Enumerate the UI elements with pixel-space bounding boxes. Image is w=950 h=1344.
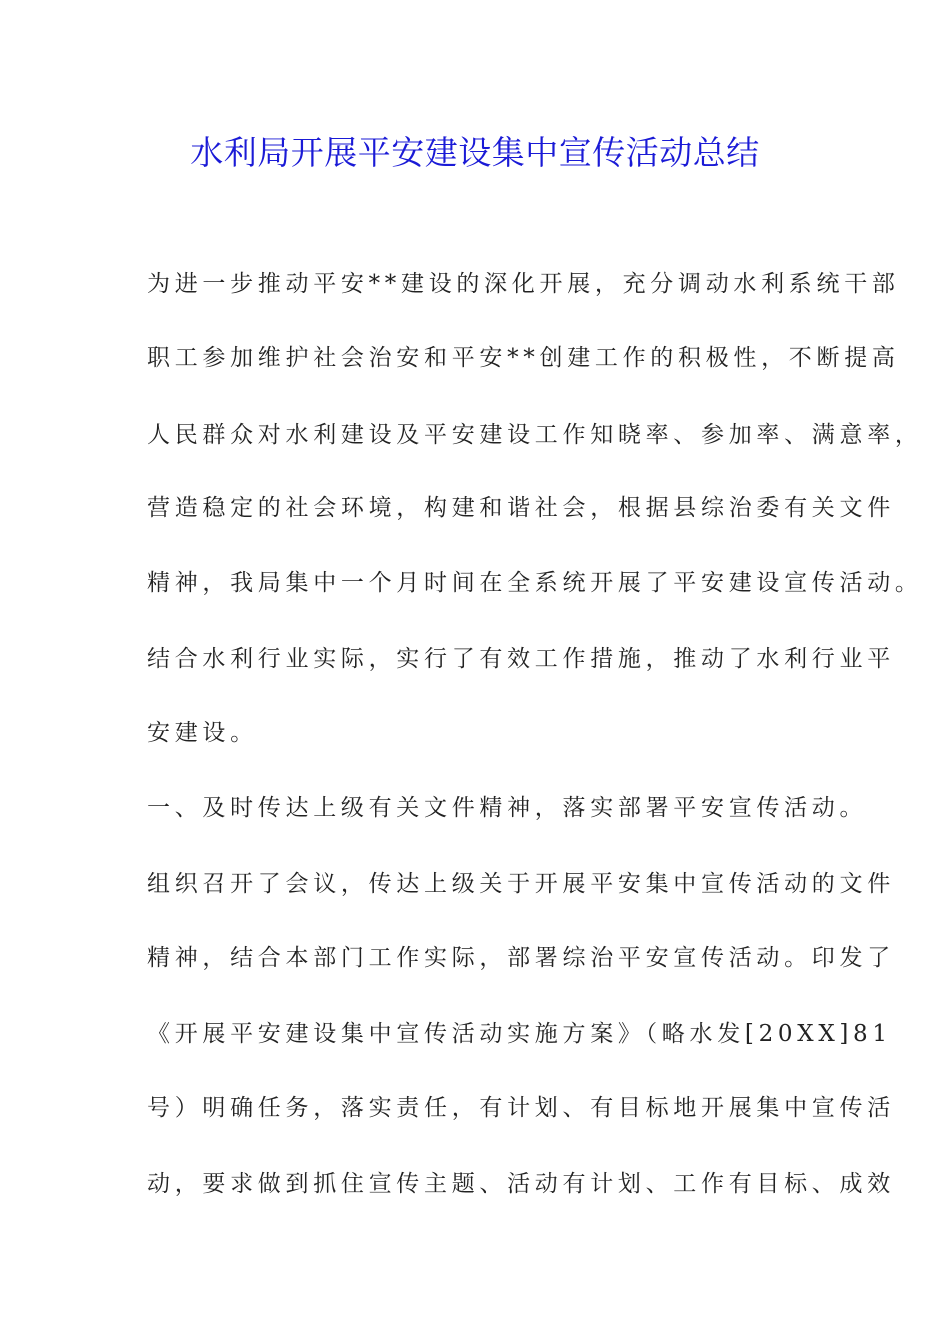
paragraph-line: 人民群众对水利建设及平安建设工作知晓率、参加率、满意率， [147,422,923,448]
paragraph-line: 动，要求做到抓住宣传主题、活动有计划、工作有目标、成效 [147,1171,895,1197]
paragraph-line: 安建设。 [147,720,258,746]
paragraph-line: 组织召开了会议，传达上级关于开展平安集中宣传活动的文件 [147,871,895,897]
paragraph-line: 精神，结合本部门工作实际，部署综治平安宣传活动。印发了 [147,945,895,971]
paragraph-line: 号）明确任务，落实责任，有计划、有目标地开展集中宣传活 [147,1095,895,1121]
paragraph-line: 精神，我局集中一个月时间在全系统开展了平安建设宣传活动。 [147,570,923,596]
section-heading: 一、及时传达上级有关文件精神，落实部署平安宣传活动。 [147,795,868,821]
paragraph-line: 营造稳定的社会环境，构建和谐社会，根据县综治委有关文件 [147,495,895,521]
paragraph-line: 结合水利行业实际，实行了有效工作措施，推动了水利行业平 [147,646,895,672]
paragraph-line: 《开展平安建设集中宣传活动实施方案》（略水发[20XX]81 [147,1021,892,1047]
paragraph-line: 为进一步推动平安**建设的深化开展，充分调动水利系统干部 [147,271,900,297]
paragraph-line: 职工参加维护社会治安和平安**创建工作的积极性，不断提高 [147,345,900,371]
document-title: 水利局开展平安建设集中宣传活动总结 [190,133,760,172]
